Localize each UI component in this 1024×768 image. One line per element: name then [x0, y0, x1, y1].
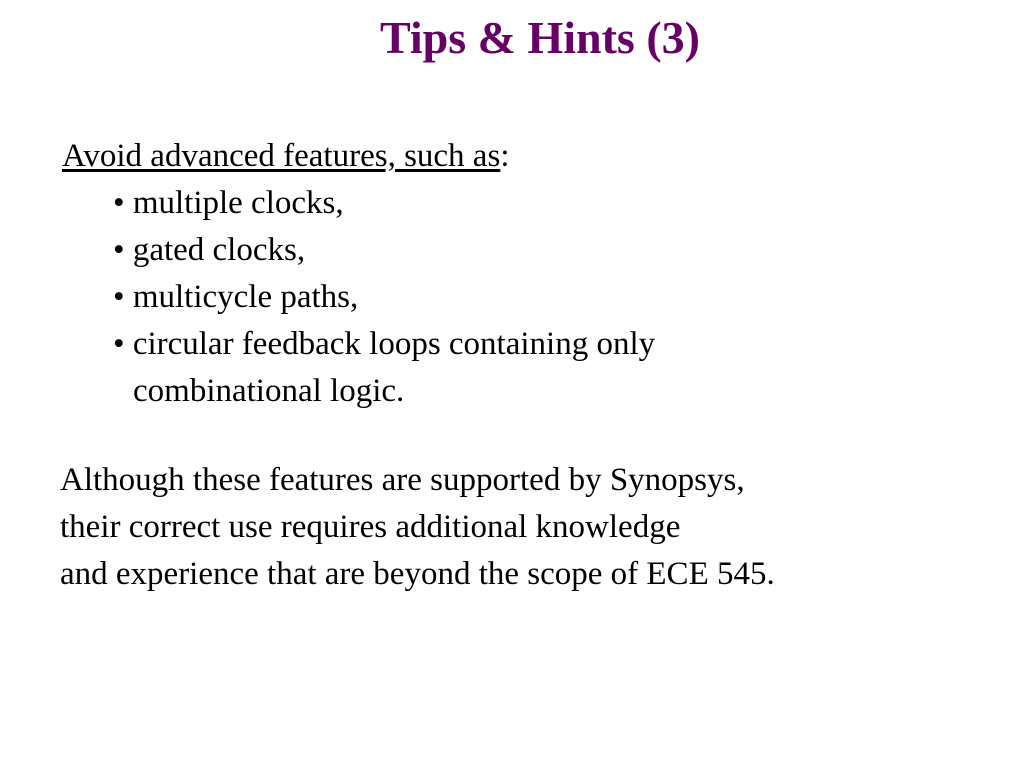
paragraph-line: Although these features are supported by Synopsys,	[60, 462, 745, 498]
slide-title: Tips & Hints (3)	[380, 12, 700, 63]
bullet-text: gated clocks,	[132, 232, 306, 268]
bullet-marker: •	[113, 232, 125, 268]
paragraph-line: and experience that are beyond the scope of ECE 545.	[60, 556, 775, 592]
feature-bullet-list	[113, 180, 655, 415]
bullet-item	[113, 227, 655, 274]
bullet-text: circular feedback loops containing only	[132, 326, 656, 362]
bullet-item	[113, 274, 655, 321]
bullet-text: multicycle paths,	[132, 279, 359, 315]
bullet-item	[113, 321, 655, 368]
bullet-item	[113, 180, 655, 227]
bullet-marker: •	[113, 279, 125, 315]
bullet-marker: •	[113, 326, 125, 362]
intro-underlined-text: Avoid advanced features, such as	[62, 138, 501, 174]
bullet-text: multiple clocks,	[132, 185, 344, 221]
paragraph-line: their correct use requires additional knowledge	[60, 509, 681, 545]
intro-line	[62, 133, 509, 180]
explanation-paragraph	[60, 457, 775, 598]
bullet-marker: •	[113, 185, 125, 221]
bullet-continuation: combinational logic.	[133, 373, 405, 409]
intro-colon: :	[500, 138, 510, 174]
